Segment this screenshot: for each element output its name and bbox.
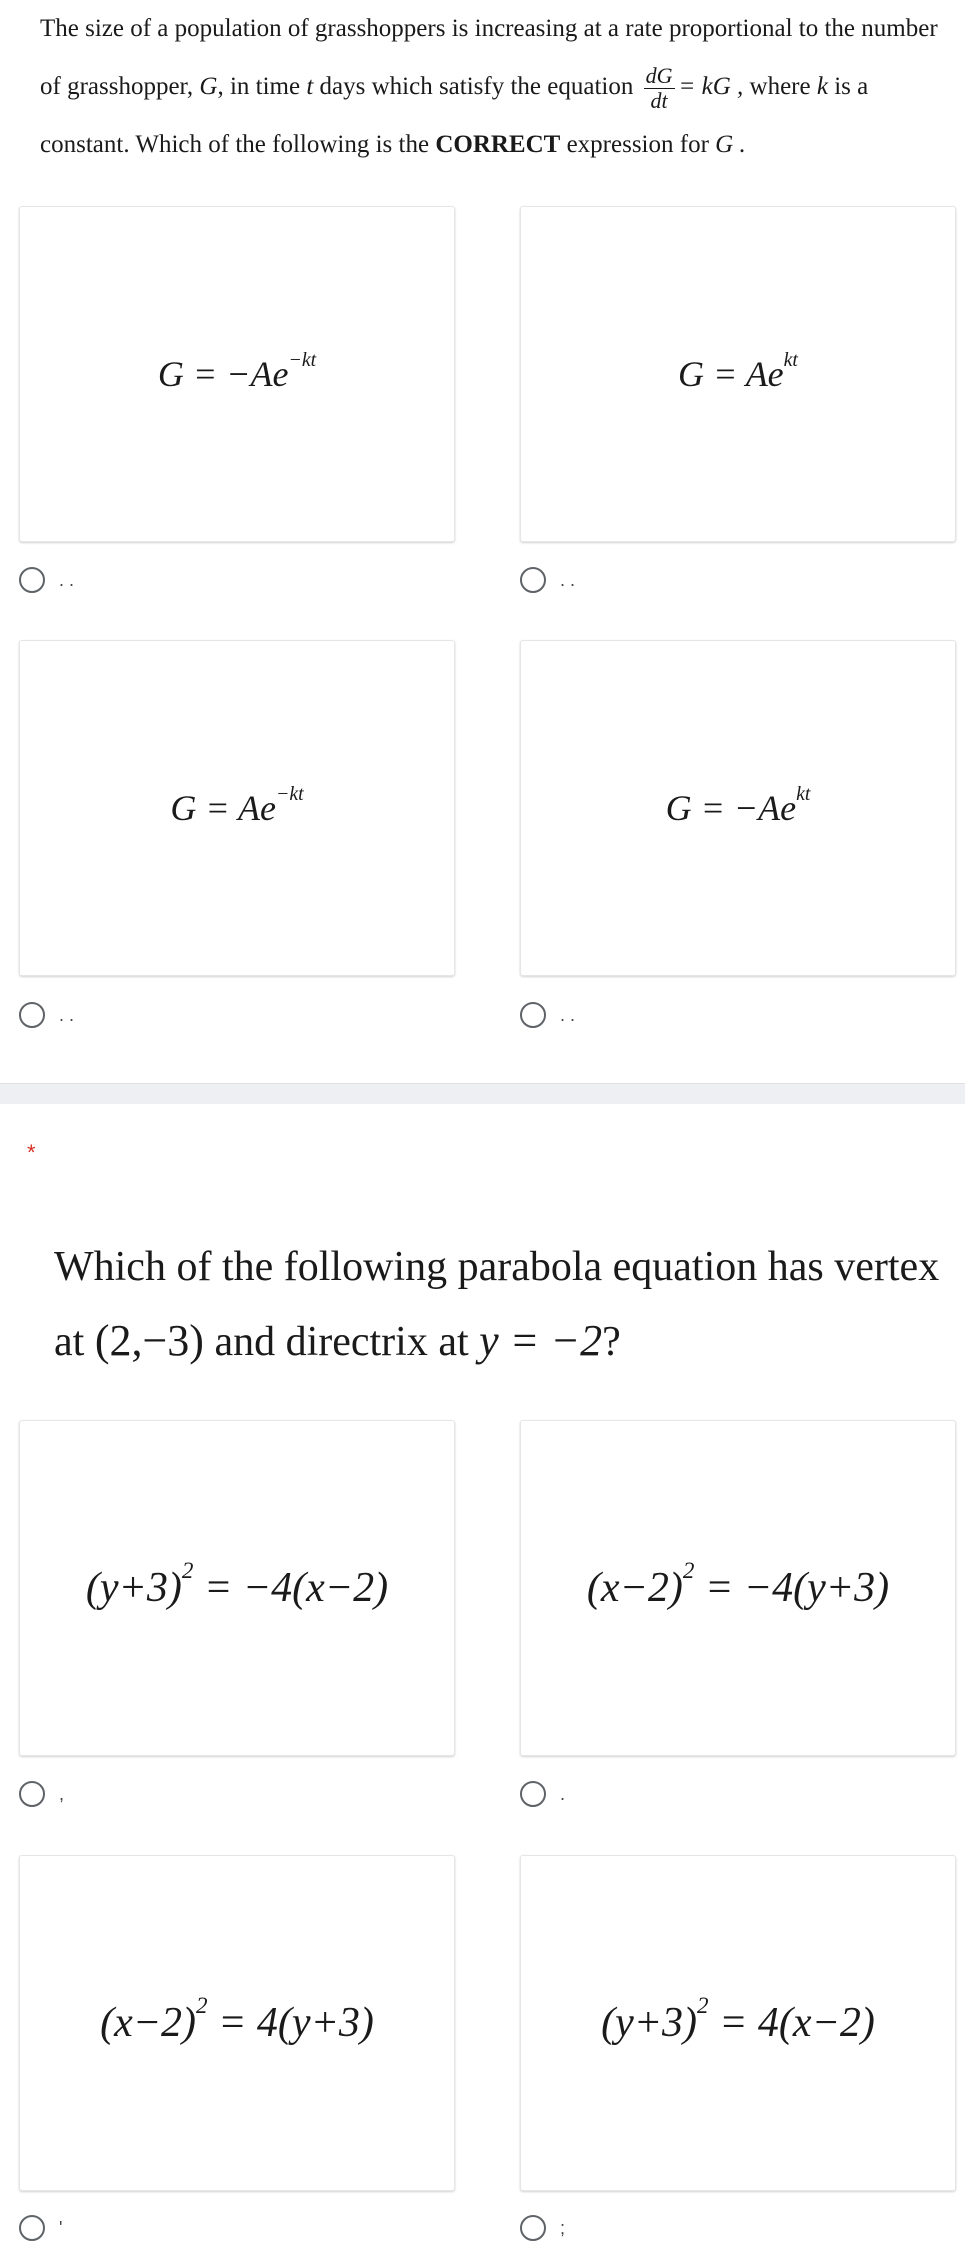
q1-var-t: t xyxy=(306,73,314,100)
q2-option-b-label: . xyxy=(560,1783,566,1804)
q1-option-b-label: . . xyxy=(560,569,576,590)
q2-text-end: ? xyxy=(602,1319,621,1365)
q1-option-c-radio[interactable] xyxy=(19,1002,45,1028)
q2-option-d-radio-row[interactable] xyxy=(520,2215,565,2241)
q2-text-part2: and directrix at xyxy=(214,1319,469,1365)
q1-option-a-label: . . xyxy=(59,569,75,590)
q1-option-a-radio-row[interactable] xyxy=(19,567,74,593)
q1-text-after3: expression for xyxy=(566,131,709,158)
q1-option-a-equation: $G = -Ae^{-kt}$ xyxy=(157,349,317,394)
q1-text-before: The size of a population of grasshoppers is increasing at a rate proportional to the number of grasshopper, xyxy=(40,15,938,100)
q1-option-a-radio[interactable] xyxy=(19,567,45,593)
q2-option-c-equation: $(x-2)^2 = 4(y+3)$ xyxy=(100,1991,374,2046)
q1-text-mid1: , in time xyxy=(217,73,301,100)
q1-var-g2: G . xyxy=(715,131,746,158)
required-asterisk: * xyxy=(27,1140,36,1165)
q2-option-a-equation: $(y+3)^2 = -4(x-2)$ xyxy=(85,1556,389,1611)
q1-option-a-card[interactable] xyxy=(19,206,455,542)
fraction-denominator: dt xyxy=(650,87,668,113)
q1-option-b-card[interactable] xyxy=(520,206,956,542)
q2-option-c-label: ' xyxy=(59,2217,63,2238)
q1-text-mid2: days which satisfy the equation xyxy=(319,73,634,100)
q2-option-c-card[interactable] xyxy=(19,1855,455,2191)
q1-option-b-radio[interactable] xyxy=(520,567,546,593)
q2-option-d-radio[interactable] xyxy=(520,2215,546,2241)
q2-option-d-card[interactable] xyxy=(520,1855,956,2191)
q1-var-k: k xyxy=(816,73,828,100)
q1-option-d-label: . . xyxy=(560,1004,576,1025)
q1-option-c-card[interactable] xyxy=(19,640,455,976)
q1-option-b-radio-row[interactable] xyxy=(520,567,575,593)
q1-text-after1: where xyxy=(749,73,811,100)
q2-option-a-card[interactable] xyxy=(19,1420,455,1756)
q1-option-d-radio[interactable] xyxy=(520,1002,546,1028)
q2-option-a-label: , xyxy=(59,1783,65,1804)
q2-text-part1: Which of the following parabola equation has vertex at xyxy=(54,1244,940,1365)
q2-option-d-label: ; xyxy=(560,2217,566,2238)
question-2-text xyxy=(54,1230,959,1379)
q1-option-b-equation: $G = Ae^{kt}$ xyxy=(678,349,798,394)
q2-option-b-radio-row[interactable] xyxy=(520,1781,565,1807)
q2-option-c-radio-row[interactable] xyxy=(19,2215,62,2241)
q1-eq-rhs: = kG , xyxy=(678,73,744,100)
q1-option-d-radio-row[interactable] xyxy=(520,1002,575,1028)
q2-option-b-card[interactable] xyxy=(520,1420,956,1756)
q2-option-c-radio[interactable] xyxy=(19,2215,45,2241)
derivative-fraction xyxy=(644,64,675,113)
q1-option-c-label: . . xyxy=(59,1004,75,1025)
q1-option-c-equation: $G = Ae^{-kt}$ xyxy=(170,783,304,828)
q1-bold-correct: CORRECT xyxy=(435,131,561,158)
q2-option-d-equation: $(y+3)^2 = 4(x-2)$ xyxy=(601,1991,875,2046)
q2-option-a-radio-row[interactable] xyxy=(19,1781,64,1807)
q1-var-g: G xyxy=(199,73,218,100)
q1-option-d-equation: $G = -Ae^{kt}$ xyxy=(665,783,811,828)
question-divider xyxy=(0,1083,965,1104)
q1-option-d-card[interactable] xyxy=(520,640,956,976)
q2-option-b-radio[interactable] xyxy=(520,1781,546,1807)
q2-option-a-radio[interactable] xyxy=(19,1781,45,1807)
q1-option-c-radio-row[interactable] xyxy=(19,1002,74,1028)
question-1-text xyxy=(40,0,955,174)
q1-text-after2: is a constant. Which of the following is the xyxy=(40,73,869,158)
q2-vertex: (2,−3) xyxy=(94,1316,204,1365)
q2-directrix: y = −2 xyxy=(479,1316,603,1365)
fraction-numerator: dG xyxy=(645,62,673,88)
q2-option-b-equation: $(x-2)^2 = -4(y+3)$ xyxy=(586,1556,890,1611)
